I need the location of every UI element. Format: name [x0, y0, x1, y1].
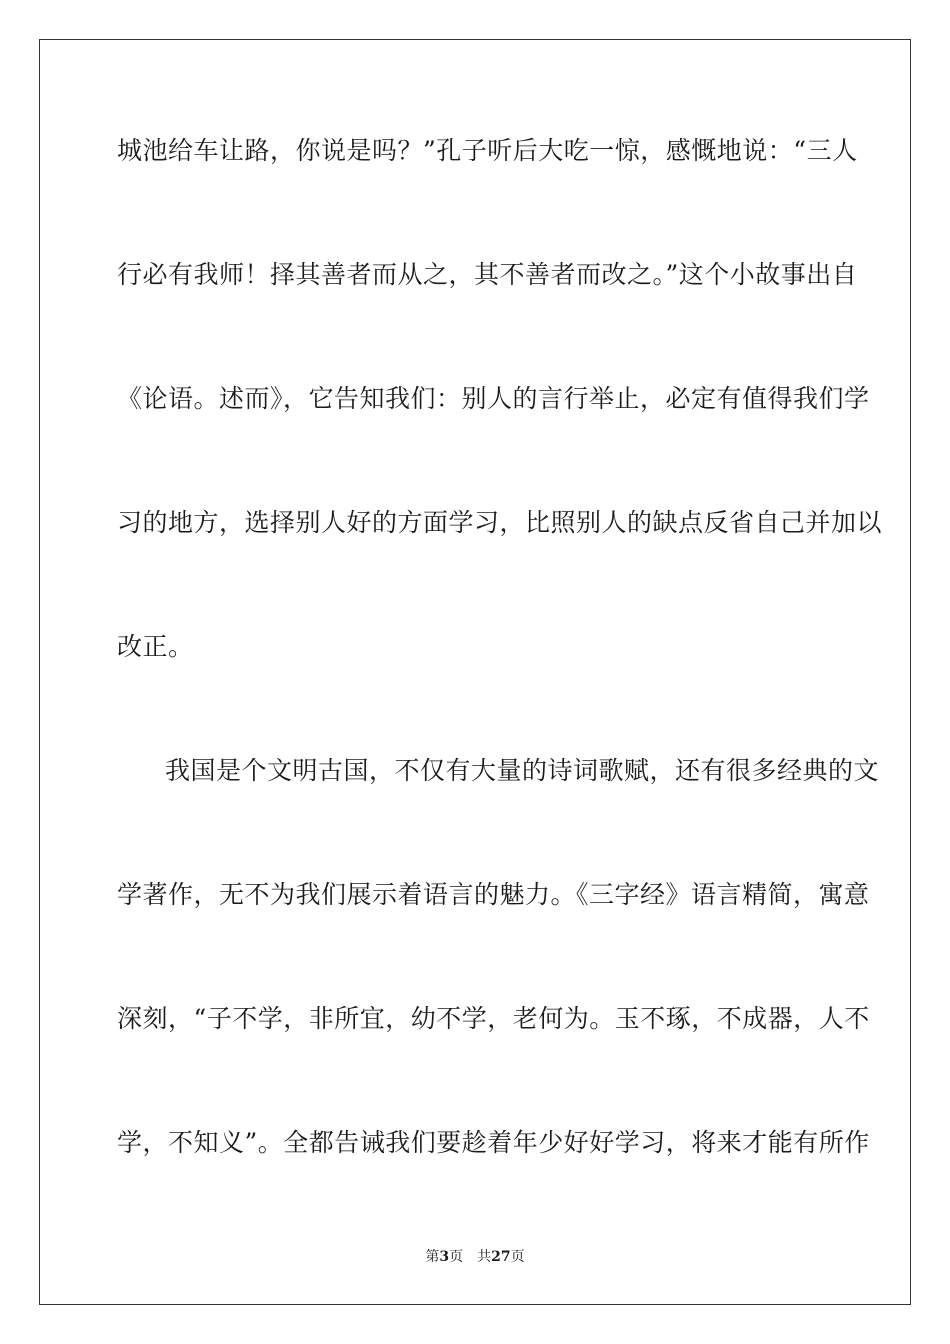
footer-page-suffix: 页 — [449, 1249, 464, 1265]
page-footer — [0, 1246, 950, 1266]
paragraph-first-line: 我国是个文明古国，不仅有大量的诗词歌赋，还有很多经典的文 — [165, 756, 880, 785]
page-border — [39, 39, 911, 1305]
current-page-number: 3 — [439, 1249, 450, 1265]
footer-prefix: 第 — [425, 1249, 440, 1265]
text-line: 深刻，“子不学，非所宜，幼不学，老何为。玉不琢，不成器，人不 — [117, 1004, 870, 1033]
footer-total-prefix: 共 — [477, 1249, 492, 1265]
text-line: 改正。 — [117, 632, 194, 661]
total-pages-number: 27 — [491, 1249, 511, 1265]
text-line: 学著作，无不为我们展示着语言的魅力。《三字经》语言精简，寓意 — [117, 880, 870, 909]
text-line: 学，不知义”。全都告诫我们要趁着年少好好学习，将来才能有所作 — [117, 1128, 870, 1157]
text-line: 《论语。述而》，它告知我们：别人的言行举止，必定有值得我们学 — [117, 384, 870, 413]
text-line: 城池给车让路，你说是吗？”孔子听后大吃一惊，感慨地说：“三人 — [117, 136, 858, 165]
text-line: 习的地方，选择别人好的方面学习，比照别人的缺点反省自己并加以 — [117, 508, 883, 537]
footer-total-suffix: 页 — [510, 1249, 525, 1265]
text-line: 行必有我师！择其善者而从之，其不善者而改之。”这个小故事出自 — [117, 260, 858, 289]
